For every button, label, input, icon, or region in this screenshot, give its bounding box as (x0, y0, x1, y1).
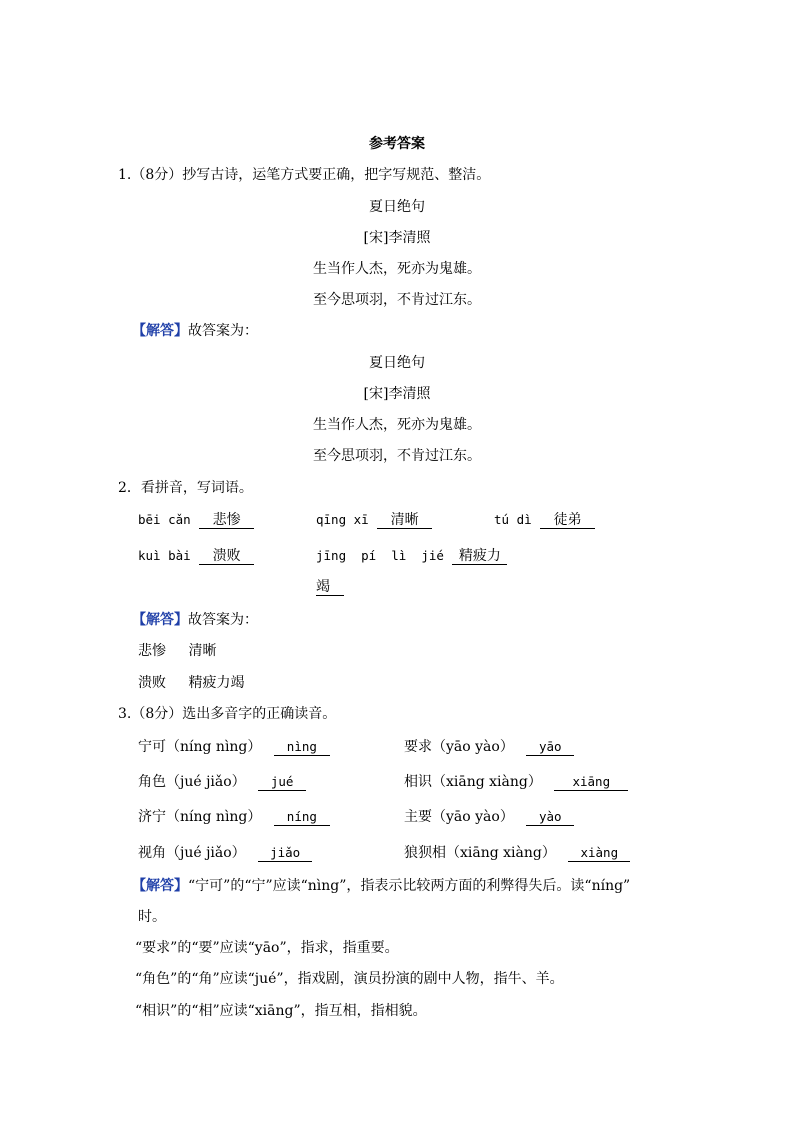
q3-explain-2: “要求”的“要”应读“yāo”，指求，指重要。 (135, 940, 399, 956)
q3-item (404, 808, 574, 826)
q3-item (404, 844, 630, 862)
answer-blank: 清晰 (377, 512, 432, 529)
q3-word: 相识（xiāng xiàng） (404, 774, 542, 790)
answer-word: 精疲力竭 (188, 675, 245, 691)
q3-item (138, 808, 330, 826)
pinyin: bēi cǎn (138, 512, 191, 527)
q3-word: 角色（jué jiǎo） (138, 774, 246, 790)
q3-word: 狼狈相（xiāng xiàng） (404, 845, 556, 861)
answer-blank: xiàng (568, 845, 630, 862)
page-title: 参考答案 (369, 136, 425, 152)
q2-item (316, 547, 507, 565)
q1-poem-line-1: 生当作人杰，死亦为鬼雄。 (313, 261, 481, 277)
answer-blank-cont: 竭 (316, 579, 344, 596)
pinyin: qīng xī (316, 512, 369, 527)
q3-word: 要求（yāo yào） (404, 739, 514, 755)
q3-stem: 3.（8分）选出多音字的正确读音。 (118, 706, 337, 722)
q3-explain-1 (132, 877, 630, 895)
answer-blank: 溃败 (199, 548, 254, 565)
q1-answer-poem-author: [宋]李清照 (363, 386, 431, 402)
q1-poem-title: 夏日绝句 (369, 199, 425, 215)
answer-tag: 【解答】 (132, 612, 188, 628)
q3-item (404, 738, 574, 756)
q3-item (138, 738, 330, 756)
answer-blank: 悲惨 (199, 512, 254, 529)
answer-tag: 【解答】 (132, 878, 188, 894)
explain-text: “宁可”的“宁”应读“nìng”，指表示比较两方面的利弊得失后。读“níng” (188, 878, 631, 894)
q3-word: 主要（yāo yào） (404, 809, 514, 825)
answer-blank: nìng (274, 739, 330, 756)
answer-blank: 徒弟 (540, 512, 595, 529)
q1-poem-author: [宋]李清照 (363, 230, 431, 246)
q3-word: 济宁（níng nìng） (138, 809, 262, 825)
answer-tag: 【解答】 (132, 323, 188, 339)
q3-item (138, 844, 312, 862)
answer-blank: jiǎo (258, 845, 312, 862)
answer-blank: yāo (526, 739, 574, 756)
answer-lead: 故答案为： (188, 612, 258, 628)
q1-answer-poem-line-2: 至今思项羽，不肯过江东。 (313, 448, 481, 464)
answer-blank: yào (526, 809, 574, 826)
q2-item-cont (316, 578, 344, 596)
q3-item (138, 773, 306, 791)
q2-answer (132, 611, 258, 629)
q2-answer-row-1 (138, 642, 216, 660)
q1-answer-poem-line-1: 生当作人杰，死亦为鬼雄。 (313, 417, 481, 433)
answer-blank: xiāng (554, 774, 628, 791)
q2-item (138, 511, 254, 529)
answer-word: 悲惨 (138, 643, 166, 659)
answer-blank: níng (274, 809, 330, 826)
q1-poem-line-2: 至今思项羽，不肯过江东。 (313, 292, 481, 308)
q1-answer (132, 322, 258, 340)
q2-answer-row-2 (138, 674, 244, 692)
pinyin: tú dì (494, 512, 532, 527)
answer-word: 清晰 (188, 643, 217, 659)
q2-stem: 2．看拼音，写词语。 (118, 480, 253, 496)
q1-stem: 1.（8分）抄写古诗，运笔方式要正确，把字写规范、整洁。 (118, 167, 491, 183)
q2-item (138, 547, 254, 565)
q3-item (404, 773, 628, 791)
q3-explain-1b: 时。 (138, 909, 166, 925)
q2-item (494, 511, 595, 529)
answer-blank: jué (258, 774, 306, 791)
q2-item (316, 511, 432, 529)
pinyin: kuì bài (138, 548, 191, 563)
pinyin: jīng pí lì jié (316, 548, 444, 563)
answer-word: 溃败 (138, 675, 166, 691)
answer-blank: 精疲力 (452, 548, 507, 565)
q3-word: 视角（jué jiǎo） (138, 845, 246, 861)
answer-lead: 故答案为： (188, 323, 258, 339)
q3-explain-4: “相识”的“相”应读“xiāng”，指互相，指相貌。 (135, 1003, 427, 1019)
q3-word: 宁可（níng nìng） (138, 739, 262, 755)
q1-answer-poem-title: 夏日绝句 (369, 355, 425, 371)
q3-explain-3: “角色”的“角”应读“jué”，指戏剧，演员扮演的剧中人物，指牛、羊。 (135, 971, 564, 987)
